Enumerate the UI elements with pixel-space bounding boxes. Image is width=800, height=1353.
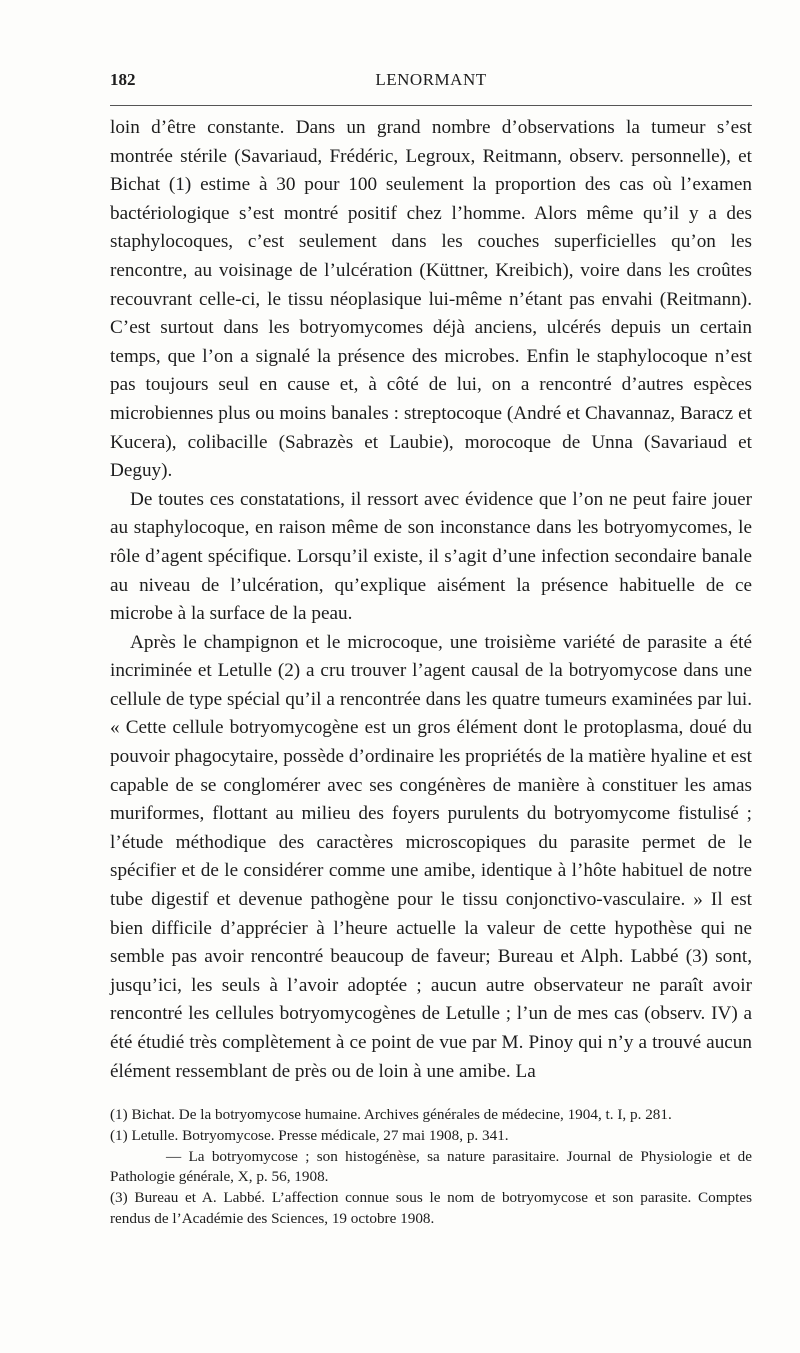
- page-number: 182: [110, 70, 136, 89]
- footnote-1: (1) Bichat. De la botryomycose humaine. Archives générales de médecine, 1904, t. I, p. 281.: [110, 1106, 672, 1123]
- footnote-2: (1) Letulle. Botryomycose. Presse médicale, 27 mai 1908, p. 341.: [110, 1126, 509, 1144]
- running-head: LENORMANT: [375, 70, 487, 89]
- header-rule: [110, 105, 752, 106]
- paragraph-3: Après le champignon et le microcoque, une troisième variété de parasite a été incriminée et Letulle (2) a cru trouver l’agent causal de la botryomycose dans une cellule de type spécial qu’il a rencontrée dans les quatre tumeurs examinées par lui. « Cette cellule botryomycogène est un gros élément dont le protoplasma, doué du pouvoir phagocytaire, possède d’ordinaire les propriétés de la matière hyaline et est capable de se conglomérer avec ses congénères de manière à constituer les amas muriformes, flottant au milieu des foyers purulents du botryomycome fistulisé ; l’étude méthodique des caractères microscopiques du parasite permet de le spécifier et de le considérer comme une amibe, identique à l’hôte habituel de notre tube digestif et devenue pathogène pour le tissu conjonctivo-vasculaire. » Il est bien difficile d’apprécier à l’heure actuelle la valeur de cette hypothèse qui ne semble pas avoir rencontré beaucoup de faveur; Bureau et Alph. Labbé (3) sont, jusqu’ici, les seuls à l’avoir adoptée ; aucun autre observateur ne paraît avoir rencontré les cellules botryomycogènes de Letulle ; l’un de mes cas (observ. IV) a été étudié très complètement à ce point de vue par M. Pinoy qui n’y a trouvé aucun élément ressemblant de près ou de loin à une amibe. La: [110, 631, 752, 1082]
- footnote-3: (3) Bureau et A. Labbé. L’affection connue sous le nom de botryomycose et son parasite. Comptes rendus de l’Académie des Sciences, 19 octobre 1908.: [110, 1189, 752, 1227]
- footnotes: [110, 1105, 752, 1230]
- paragraph-1: loin d’être constante. Dans un grand nombre d’observations la tumeur s’est montrée stérile (Savariaud, Frédéric, Legroux, Reitmann, observ. personnelle), et Bichat (1) estime à 30 pour 100 seulement la proportion des cas où l’examen bactériologique s’est montré positif chez l’homme. Alors même qu’il y a des staphylocoques, c’est seulement dans les couches superficielles qu’on les rencontre, au voisinage de l’ulcération (Küttner, Kreibich), voire dans les croûtes recouvrant celle-ci, le tissu néoplasique lui-même n’étant pas envahi (Reitmann). C’est surtout dans les botryomycomes déjà anciens, ulcérés depuis un certain temps, que l’on a signalé la présence des microbes. Enfin le staphylocoque n’est pas toujours seul en cause et, à côté de lui, on a rencontré d’autres espèces microbiennes plus ou moins banales : streptocoque (André et Chavannaz, Baracz et Kucera), colibacille (Sabrazès et Laubie), morocoque de Unna (Savariaud et Deguy).: [110, 117, 752, 482]
- paragraph-2: De toutes ces constatations, il ressort avec évidence que l’on ne peut faire jouer au staphylocoque, en raison même de son inconstance dans les botryomycomes, le rôle d’agent spécifique. Lorsqu’il existe, il s’agit d’une infection secondaire banale au niveau de l’ulcération, qu’explique aisément la présence habituelle de ce microbe à la surface de la peau.: [110, 488, 752, 625]
- body-text: [110, 114, 752, 1086]
- page-header: [110, 66, 752, 96]
- footnote-2-continued: — La botryomycose ; son histogénèse, sa nature parasitaire. Journal de Physiologie et de Pathologie générale, X, p. 56, 1908.: [110, 1147, 752, 1186]
